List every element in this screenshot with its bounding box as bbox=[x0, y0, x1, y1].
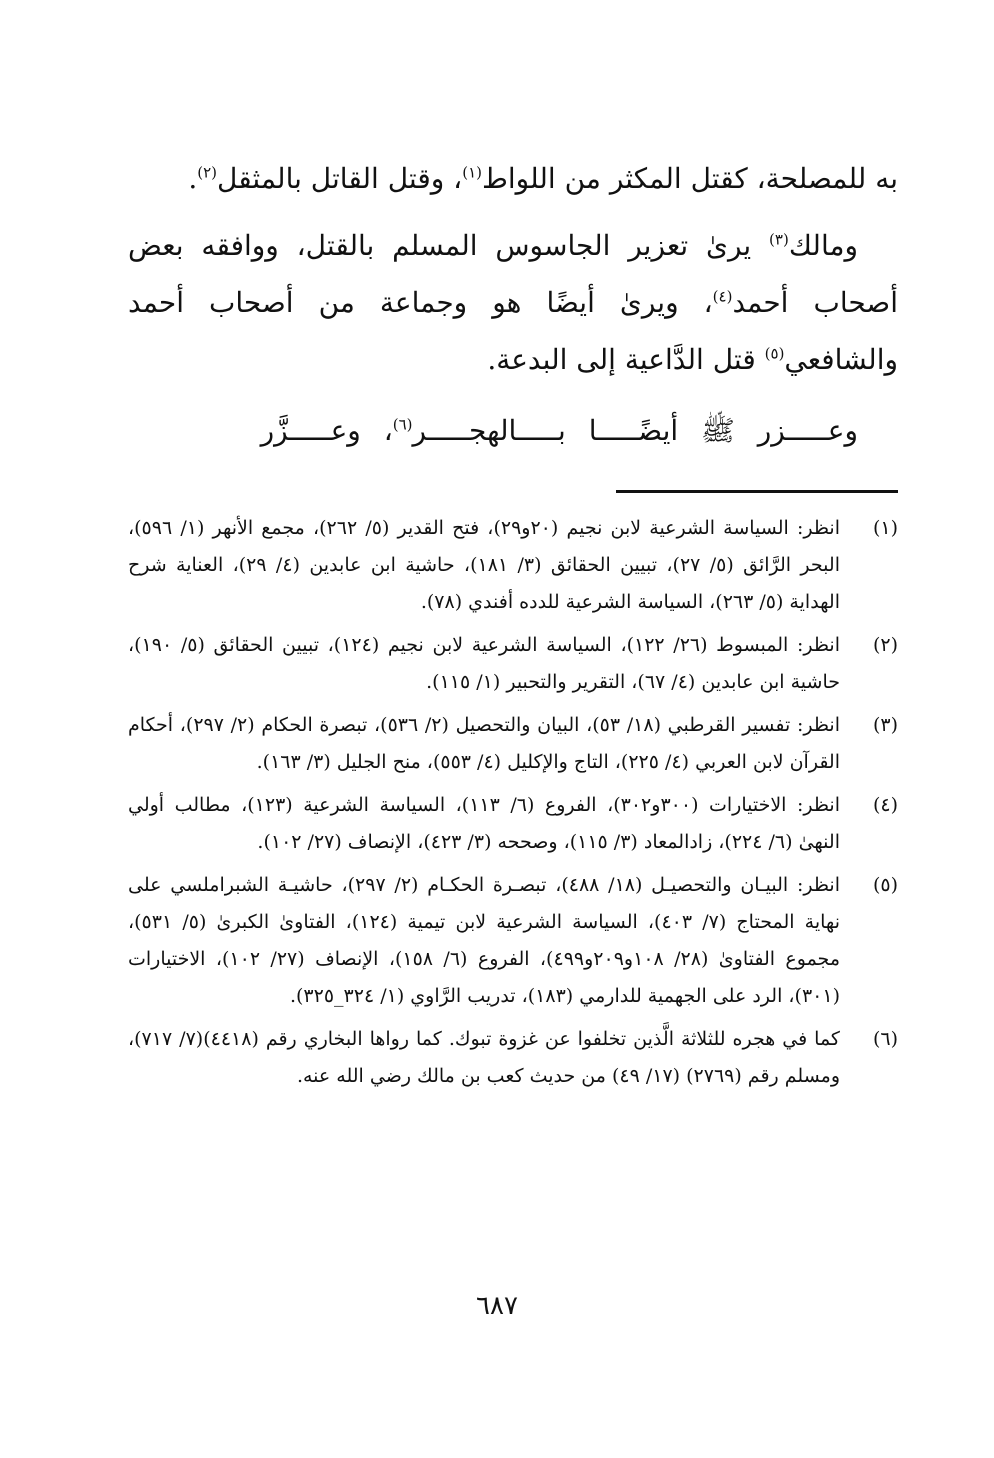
footnote-number: (٣) bbox=[872, 714, 898, 736]
footnote-number: (٢) bbox=[872, 634, 898, 656]
footnote-number: (٦) bbox=[872, 1028, 898, 1050]
main-text bbox=[128, 150, 898, 459]
paragraph-2 bbox=[128, 217, 898, 388]
footnote-ref-5[interactable]: (٥) bbox=[764, 344, 785, 363]
paragraph-2-text-a: ومالك bbox=[788, 229, 858, 262]
footnote-3 bbox=[128, 707, 898, 781]
footnote-4 bbox=[128, 787, 898, 861]
page-number: ٦٨٧ bbox=[476, 1291, 518, 1321]
paragraph-3-text-b: ، وعـــــزَّر bbox=[260, 414, 393, 447]
footnote-text: انظر: الاختيارات (٣٠٠و٣٠٢)، الفروع (٦/ ١١٣)، السياسة الشرعية (١٢٣)، مطالب أولي النهىٰ (٦/ ٢٢٤)، زادالمعاد (٣/ ١١٥)، وصححه (٣/ ٤٢٣)، الإنصاف (٢٧/ ١٠٢). bbox=[128, 794, 840, 853]
footnote-text: انظر: البيـان والتحصيـل (١٨/ ٤٨٨)، تبصـرة الحكـام (٢/ ٢٩٧)، حاشيـة الشبراملسي على نهاية المحتاج (٧/ ٤٠٣)، السياسة الشرعية لابن تيمية (١٢٤)، الفتاوىٰ الكبرىٰ (٥/ ٥٣١)، مجموع الفتاوىٰ (٢٨/ ١٠٨و٢٠٩و٤٩٩)، الفروع (٦/ ١٥٨)، الإنصاف (٢٧/ ١٠٢)، الاختيارات (٣٠١)، الرد على الجهمية للدارمي (١٨٣)، تدريب الرَّاوي (١/ ٣٢٤_٣٢٥). bbox=[128, 874, 841, 1007]
footnotes bbox=[128, 510, 898, 1101]
footnote-text: انظر: السياسة الشرعية لابن نجيم (٢٠و٢٩)، فتح القدير (٥/ ٢٦٢)، مجمع الأنهر (١/ ٥٩٦)، البحر الرَّائق (٥/ ٢٧)، تبيين الحقائق (٣/ ١٨١)، حاشية ابن عابدين (٤/ ٢٩)، العناية شرح الهداية (٥/ ٢٦٣)، السياسة الشرعية للدده أفندي (٧٨). bbox=[128, 517, 840, 613]
footnote-text: انظر: المبسوط (٢٦/ ١٢٢)، السياسة الشرعية لابن نجيم (١٢٤)، تبيين الحقائق (٥/ ١٩٠)، حاشية ابن عابدين (٤/ ٦٧)، التقرير والتحبير (١/ ١١٥). bbox=[128, 634, 840, 693]
footnote-number: (٥) bbox=[872, 874, 898, 896]
paragraph-1-text-b: ، وقتل القاتل بالمثقل bbox=[217, 162, 463, 195]
paragraph-2-text-b: يرىٰ تعزير الجاسوس المسلم بالقتل، ووافقه بعض أصحاب أحمد bbox=[128, 229, 898, 319]
paragraph-3-text-a: وعـــــزر ﷺ أيضًـــــا بـــــالهجـــــر bbox=[412, 414, 858, 447]
footnote-2 bbox=[128, 627, 898, 701]
footnote-ref-2[interactable]: (٢) bbox=[197, 163, 218, 182]
footnote-1 bbox=[128, 510, 898, 621]
paragraph-1 bbox=[128, 150, 898, 207]
footnote-text: كما في هجره للثلاثة الَّذين تخلفوا عن غزوة تبوك. كما رواها البخاري رقم (٤٤١٨)(٧/ ٧١٧)، ومسلم رقم (٢٧٦٩) (١٧/ ٤٩) من حديث كعب بن مالك رضي الله عنه. bbox=[128, 1028, 840, 1087]
footnote-text: انظر: تفسير القرطبي (١٨/ ٥٣)، البيان والتحصيل (٢/ ٥٣٦)، تبصرة الحكام (٢/ ٢٩٧)، أحكام القرآن لابن العربي (٤/ ٢٢٥)، التاج والإكليل (٤/ ٥٥٣)، منح الجليل (٣/ ١٦٣). bbox=[128, 714, 840, 773]
footnote-ref-4[interactable]: (٤) bbox=[712, 287, 733, 306]
footnote-ref-3[interactable]: (٣) bbox=[769, 230, 789, 249]
paragraph-2-text-d: قتل الدَّاعية إلى البدعة. bbox=[487, 343, 765, 376]
footnote-number: (٤) bbox=[872, 794, 898, 816]
paragraph-1-text-c: . bbox=[188, 162, 198, 195]
footnote-6 bbox=[128, 1021, 898, 1095]
paragraph-2-text-c: ، ويرىٰ أيضًا هو وجماعة من أصحاب أحمد والشافعي bbox=[128, 286, 898, 376]
footnote-divider bbox=[616, 490, 898, 493]
paragraph-3 bbox=[128, 402, 898, 459]
footnote-number: (١) bbox=[872, 517, 898, 539]
footnote-5 bbox=[128, 867, 898, 1015]
paragraph-1-text-a: به للمصلحة، كقتل المكثر من اللواط bbox=[481, 162, 898, 195]
footnote-ref-1[interactable]: (١) bbox=[462, 163, 482, 182]
footnote-ref-6[interactable]: (٦) bbox=[392, 415, 413, 434]
